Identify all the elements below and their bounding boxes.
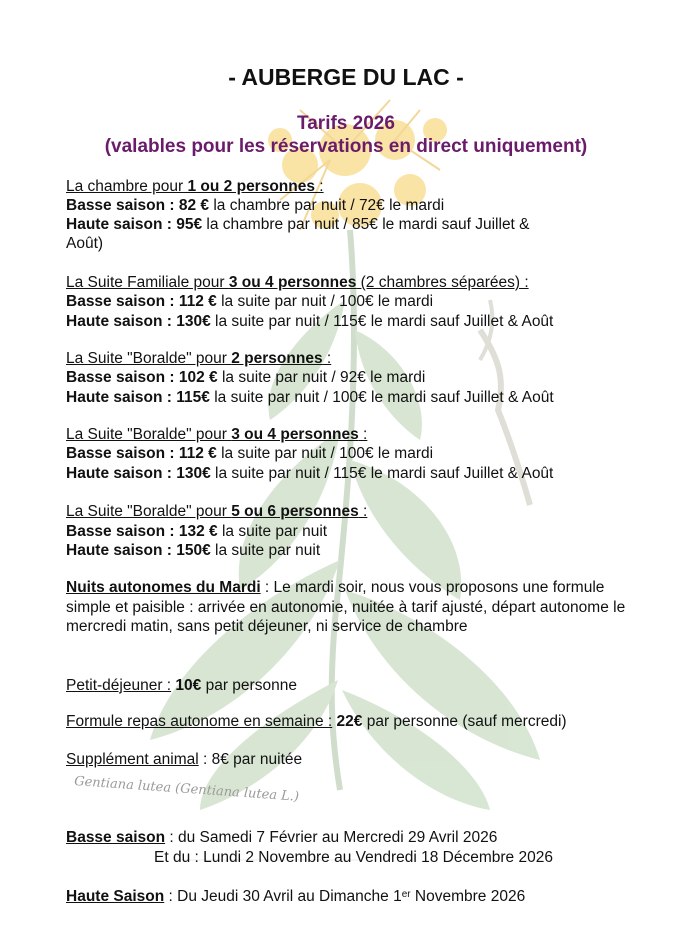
page-title: - AUBERGE DU LAC - <box>228 64 464 90</box>
low-season-rate: Basse saison : 112 € la suite par nuit / 100€ le mardi <box>66 445 434 462</box>
high-season-rate: Haute saison : 130€ la suite par nuit / 115€ le mardi sauf Juillet & Août <box>66 313 554 330</box>
section-heading: La Suite "Boralde" pour 5 ou 6 personnes : <box>66 503 368 520</box>
section-heading: La Suite "Boralde" pour 3 ou 4 personnes : <box>66 426 368 443</box>
low-season-rate: Basse saison : 112 € la suite par nuit / 100€ le mardi <box>66 293 434 310</box>
section-heading: La chambre pour 1 ou 2 personnes : <box>66 178 324 195</box>
tarifs-subheading: (valables pour les réservations en direct uniquement) <box>104 136 588 157</box>
basse-saison-dates: Basse saison : du Samedi 7 Février au Mercredi 29 Avril 2026 <box>66 829 498 846</box>
high-season-rate: Haute saison : 115€ la suite par nuit / 100€ le mardi sauf Juillet & Août <box>66 389 554 406</box>
high-season-rate: Haute saison : 130€ la suite par nuit / 115€ le mardi sauf Juillet & Août <box>66 465 554 482</box>
illustration-caption: Gentiana lutea (Gentiana lutea L.) <box>73 774 300 805</box>
low-season-rate: Basse saison : 132 € la suite par nuit <box>66 523 328 540</box>
meal-price: Formule repas autonome en semaine : 22€ par personne (sauf mercredi) <box>66 713 567 730</box>
section-heading: La Suite Familiale pour 3 ou 4 personnes (2 chambres séparées) : <box>66 274 529 291</box>
section-heading: La Suite "Boralde" pour 2 personnes : <box>66 350 332 367</box>
haute-saison-dates: Haute Saison : Du Jeudi 30 Avril au Dimanche 1er Novembre 2026 <box>66 888 526 905</box>
nuits-autonomes-paragraph: Nuits autonomes du Mardi : Le mardi soir, nous vous proposons une formule simple et paisible : arrivée en autonomie, nuitée à tarif ajusté, départ autonome le mercredi matin, sans petit déjeuner, ni service de chambre <box>66 579 626 635</box>
low-season-rate: Basse saison : 82 € la chambre par nuit / 72€ le mardi <box>66 197 445 214</box>
low-season-rate: Basse saison : 102 € la suite par nuit / 92€ le mardi <box>66 369 426 386</box>
basse-saison-dates-2: Et du : Lundi 2 Novembre au Vendredi 18 Décembre 2026 <box>154 849 553 866</box>
animal-supplement: Supplément animal : 8€ par nuitée <box>66 751 303 768</box>
tarifs-heading: Tarifs 2026 <box>297 113 395 134</box>
high-season-rate: Haute saison : 150€ la suite par nuit <box>66 542 321 559</box>
high-season-rate: Haute saison : 95€ la chambre par nuit / 85€ le mardi sauf Juillet & <box>66 216 530 233</box>
breakfast-price: Petit-déjeuner : 10€ par personne <box>66 677 297 694</box>
high-season-rate-continued: Août) <box>66 235 104 252</box>
